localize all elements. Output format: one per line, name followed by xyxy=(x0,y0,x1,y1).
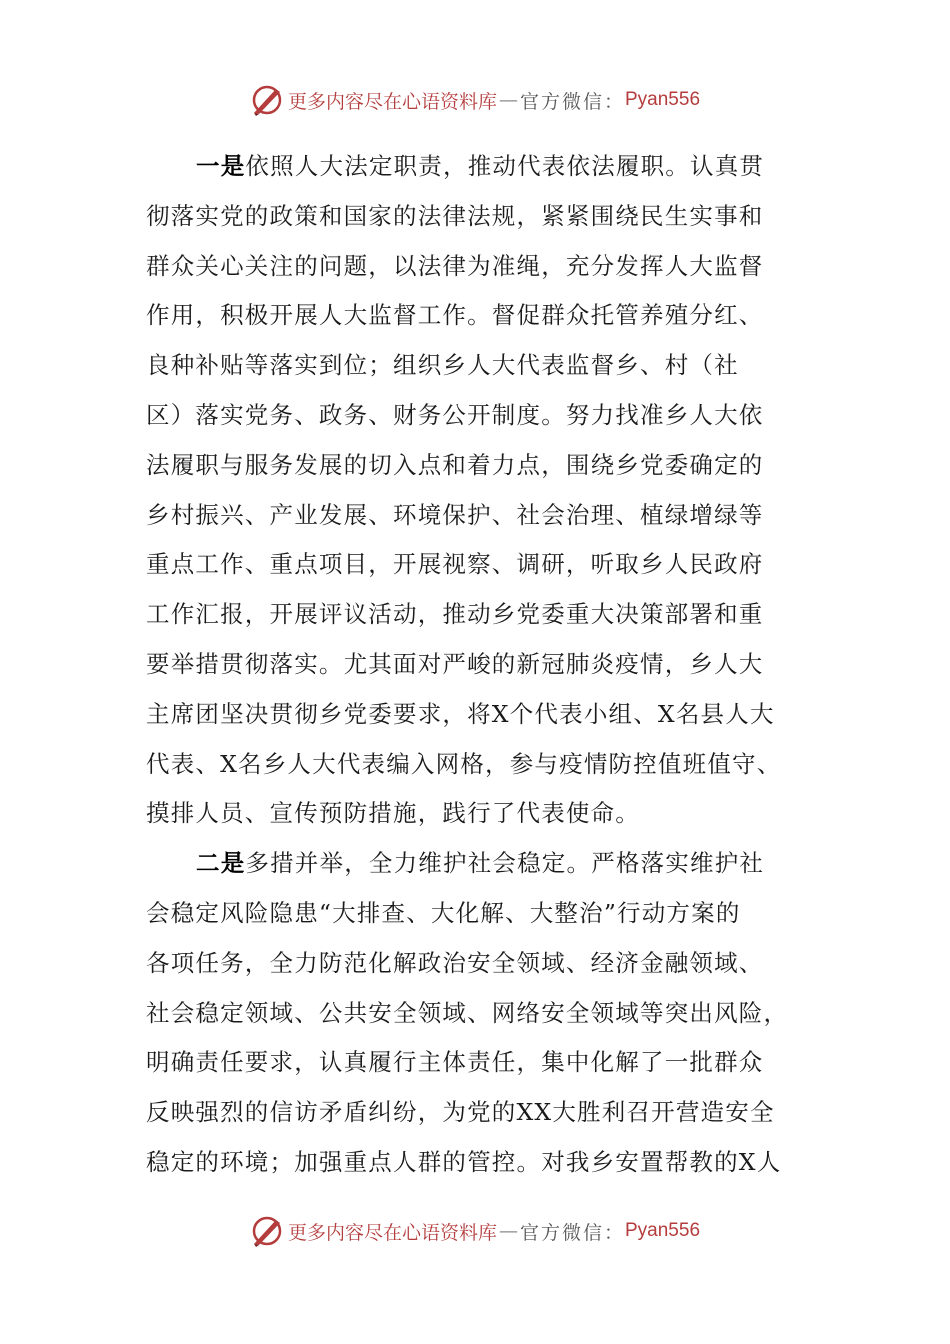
paragraph-1-line-3: 群众关心关注的问题，以法律为准绳，充分发挥人大监督 xyxy=(146,251,764,280)
paragraph-1-line-5: 良种补贴等落实到位；组织乡人大代表监督乡、村（社 xyxy=(146,351,739,380)
document-body xyxy=(146,142,808,1188)
banner-wechat-label: 官方微信： xyxy=(519,90,625,113)
banner-separator: — xyxy=(498,89,518,111)
banner-wechat-id: Pyan556 xyxy=(625,1220,701,1241)
paragraph-1-line-14: 摸排人员、宣传预防措施，践行了代表使命。 xyxy=(146,799,640,828)
banner-brand-text: 更多内容尽在心语资料库 xyxy=(287,1221,497,1244)
pen-logo-icon xyxy=(250,83,284,117)
paragraph-2-lead: 二是 xyxy=(196,849,246,878)
paragraph-1-line-6: 区）落实党务、政务、财务公开制度。努力找准乡人大依 xyxy=(146,400,764,429)
banner-brand-text: 更多内容尽在心语资料库 xyxy=(287,90,497,113)
banner-wechat-id: Pyan556 xyxy=(625,89,701,110)
paragraph-2-line-7: 稳定的环境；加强重点人群的管控。对我乡安置帮教的X人 xyxy=(146,1147,782,1176)
footer-watermark-banner xyxy=(0,1211,950,1251)
paragraph-1-line-10: 工作汇报，开展评议活动，推动乡党委重大决策部署和重 xyxy=(146,600,764,629)
paragraph-2-line-2: 会稳定风险隐患“大排查、大化解、大整治”行动方案的 xyxy=(146,898,741,927)
paragraph-1-line-9: 重点工作、重点项目，开展视察、调研，听取乡人民政府 xyxy=(146,550,764,579)
paragraph-2-line-1: 二是多措并举，全力维护社会稳定。严格落实维护社 xyxy=(196,849,765,878)
paragraph-1-line-12: 主席团坚决贯彻乡党委要求，将X个代表小组、X名县人大 xyxy=(146,699,775,728)
paragraph-1-line-13: 代表、X名乡人大代表编入网格，参与疫情防控值班值守、 xyxy=(146,749,782,778)
paragraph-2-line-5: 明确责任要求，认真履行主体责任，集中化解了一批群众 xyxy=(146,1048,764,1077)
paragraph-1-line-1: 一是依照人大法定职责，推动代表依法履职。认真贯 xyxy=(196,152,765,180)
header-watermark-banner xyxy=(0,80,950,120)
paragraph-2-line-3: 各项任务，全力防范化解政治安全领域、经济金融领域、 xyxy=(146,948,764,977)
paragraph-1-line-7: 法履职与服务发展的切入点和着力点，围绕乡党委确定的 xyxy=(146,450,764,479)
paragraph-1-line-2: 彻落实党的政策和国家的法律法规，紧紧围绕民生实事和 xyxy=(146,201,764,230)
paragraph-2-line-6: 反映强烈的信访矛盾纠纷，为党的XX大胜利召开营造安全 xyxy=(146,1098,775,1127)
paragraph-1-line-4: 作用，积极开展人大监督工作。督促群众托管养殖分红、 xyxy=(146,301,764,330)
paragraph-2-line-4: 社会稳定领域、公共安全领域、网络安全领域等突出风险， xyxy=(146,998,789,1027)
pen-logo-icon xyxy=(250,1214,284,1248)
paragraph-1-lead: 一是 xyxy=(196,152,246,180)
paragraph-1-line-8: 乡村振兴、产业发展、环境保护、社会治理、植绿增绿等 xyxy=(146,500,764,529)
paragraph-1-line-11: 要举措贯彻落实。尤其面对严峻的新冠肺炎疫情，乡人大 xyxy=(146,649,764,678)
banner-separator: — xyxy=(498,1220,518,1242)
banner-wechat-label: 官方微信： xyxy=(519,1221,625,1244)
